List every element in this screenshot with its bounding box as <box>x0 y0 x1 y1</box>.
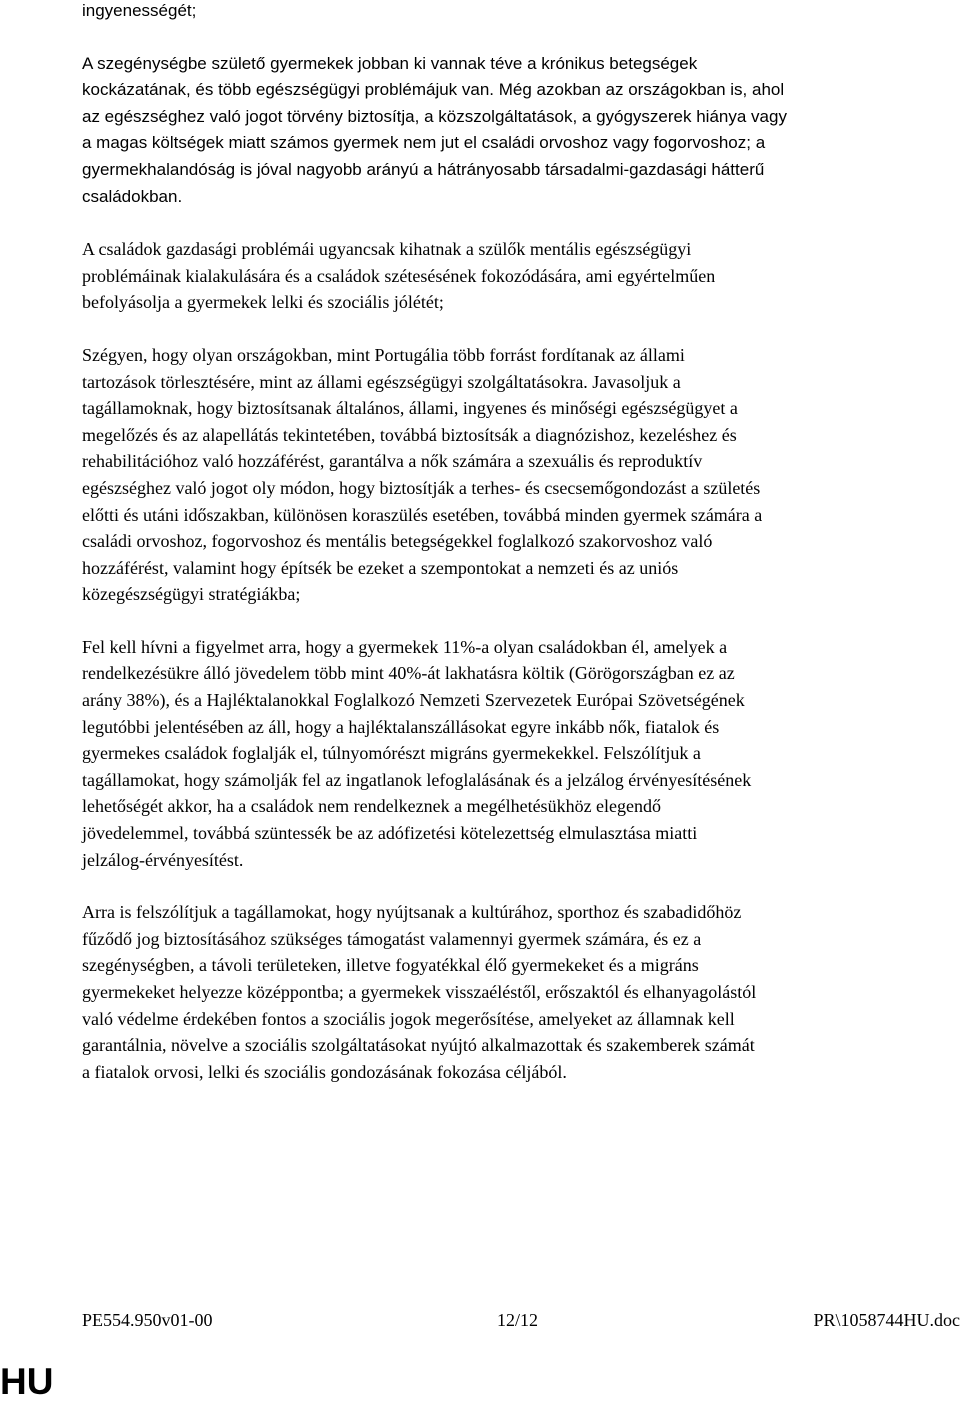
footer-page-number: 12/12 <box>497 1310 539 1330</box>
paragraph-spacer <box>82 25 958 51</box>
page-footer <box>82 1310 960 1340</box>
footer-file-name: PR\1058744HU.doc <box>813 1310 960 1330</box>
language-code: HU <box>0 1361 54 1402</box>
paragraph-spacer <box>82 873 958 899</box>
paragraph-family-economic-problems: A családok gazdasági problémái ugyancsak kihatnak a szülők mentális egészségügyi problémáinak kialakulására és a családok szétesésének fokozódására, ami egyértelműen befolyásolja a gyermekek lelki és szociális jólétét; <box>82 239 716 313</box>
paragraph-public-health-spending: Szégyen, hogy olyan országokban, mint Portugália több forrást fordítanak az állami tartozások törlesztésére, mint az állami egészségügyi szolgáltatásokra. Javasoljuk a tagállamoknak, hogy biztosítsanak általános, állami, ingyenes és minőségi egészségügyet a megelőzés és az alapellátás tekintetében, továbbá biztosítsák a diagnózishoz, kezeléshez és rehabilitációhoz való hozzáférést, garantálva a nők számára a szexuális és reproduktív egészséghez való jogot oly módon, hogy biztosítják a terhes- és csecsemőgondozást a születés előtti és utáni időszakban, különösen koraszülés esetében, továbbá minden gyermek számára a családi orvoshoz, fogorvoshoz és mentális betegségekkel foglalkozó szakorvoshoz való hozzáférést, valamint hogy építsék be ezeket a szempontokat a nemzeti és az uniós közegészségügyi stratégiákba; <box>82 344 763 605</box>
paragraph-child-poverty-health: A szegénységbe születő gyermekek jobban ki vannak téve a krónikus betegségek kockázatának, és több egészségügyi problémájuk van. Még azokban az országokban is, ahol az egészséghez való jogot törvény biztosítja, a közszolgáltatások, a gyógyszerek hiánya vagy a magas költségek miatt számos gyermek nem jut el családi orvoshoz vagy fogorvoshoz; a gyermekhalandóság is jóval nagyobb arányú a hátrányosabb társadalmi-gazdasági hátterű családokban. <box>82 53 787 206</box>
paragraph-spacer <box>82 210 958 236</box>
paragraph-culture-sport-rights: Arra is felszólítjuk a tagállamokat, hogy nyújtsanak a kultúrához, sporthoz és szabadidőhöz fűződő jog biztosításához szükséges támogatást valamennyi gyermek számára, és ez a szegénységben, a távoli területeken, illetve fogyatékkal élő gyermekeket és a migráns gyermekeket helyezze középpontba; a gyermekek visszaéléstől, erőszaktól és elhanyagolástól való védelme érdekében fontos a szociális jogok megerősítése, amelyeket az államnak kell garantálnia, növelve a szociális szolgáltatásokat nyújtó alkalmazottak és szakemberek számát a fiatalok orvosi, lelki és szociális gondozásának fokozása céljából. <box>82 902 757 1082</box>
document-body <box>82 0 958 1085</box>
footer-reference: PE554.950v01-00 <box>82 1310 213 1330</box>
paragraph-spacer <box>82 608 958 634</box>
paragraph-spacer <box>82 316 958 342</box>
paragraph-housing-costs: Fel kell hívni a figyelmet arra, hogy a gyermekek 11%-a olyan családokban él, amelyek a rendelkezésükre álló jövedelem több mint 40%-át lakhatásra költik (Görögországban ez az arány 38%), és a Hajléktalanokkal Foglalkozó Nemzeti Szervezetek Európai Szövetségének legutóbbi jelentésében az áll, hogy a hajléktalanszállásokat egyre inkább nők, fiatalok és gyermekes családok foglalják el, túlnyomórészt migráns gyermekekkel. Felszólítjuk a tagállamokat, hogy számolják fel az ingatlanok lefoglalásának és a jelzálog érvényesítésének lehetőségét akkor, ha a családok nem rendelkeznek a megélhetésükhöz elegendő jövedelemmel, továbbá szüntessék be az adófizetési kötelezettség elmulasztása miatti jelzálog-érvényesítést. <box>82 636 752 870</box>
paragraph-fragment: ingyenességét; <box>82 1 197 20</box>
